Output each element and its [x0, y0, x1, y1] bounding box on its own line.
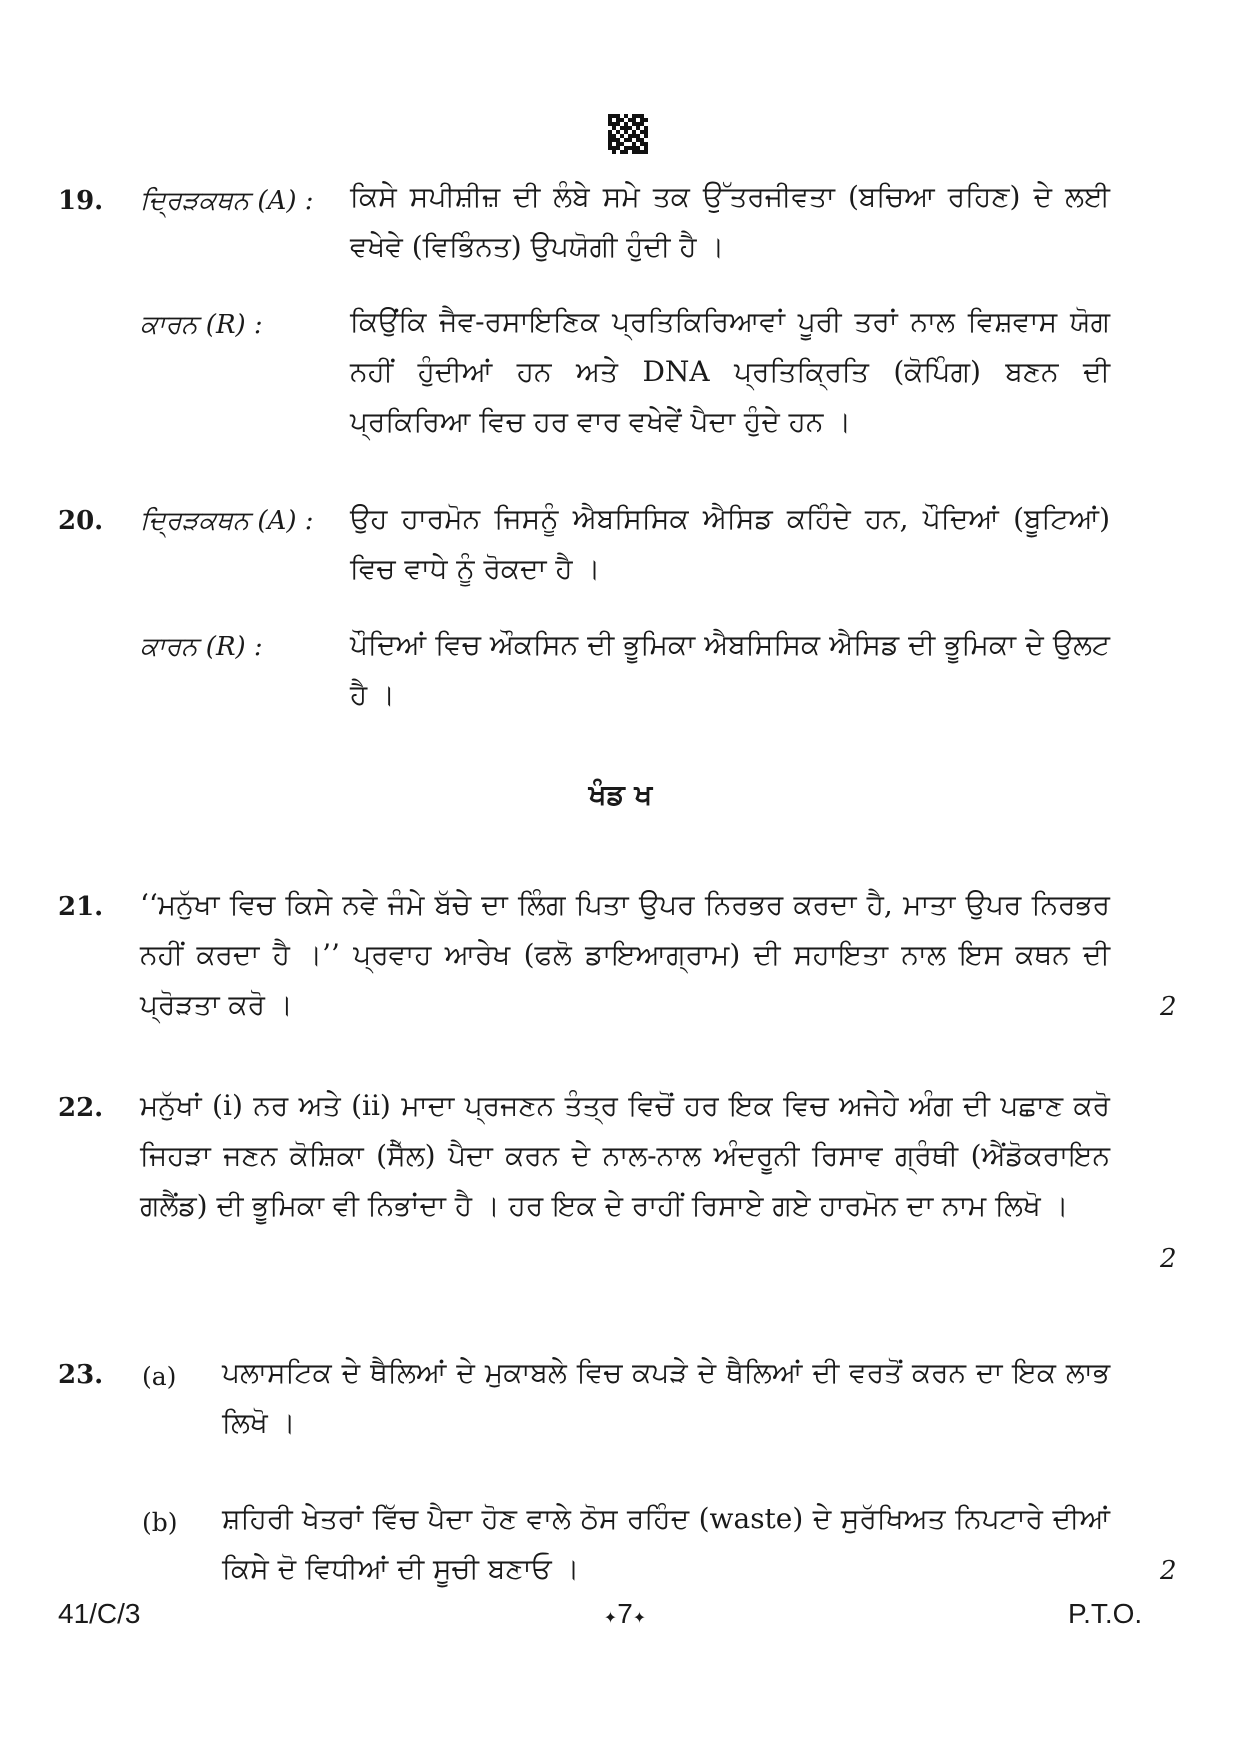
- question-number: 20.: [58, 506, 104, 536]
- assertion-text: ਕਿਸੇ ਸਪੀਸ਼ੀਜ਼ ਦੀ ਲੰਬੇ ਸਮੇ ਤਕ ਉੱਤਰਜੀਵਤਾ (ਬਚਿਆ ਰਹਿਣ) ਦੇ ਲਈ ਵਖੇਵੇ (ਵਿਭਿੰਨਤ) ਉਪਯੋਗੀ ਹੁੰਦੀ ਹੈ ।: [350, 180, 1110, 263]
- marks: 2: [1160, 1244, 1177, 1274]
- reason-text: ਪੌਦਿਆਂ ਵਿਚ ਔਕਸਿਨ ਦੀ ਭੂਮਿਕਾ ਐਬਸਿਸਿਕ ਐਸਿਡ ਦੀ ਭੂਮਿਕਾ ਦੇ ਉਲਟ ਹੈ ।: [350, 628, 1110, 711]
- question-number: 19.: [58, 186, 104, 216]
- question-number: 23.: [58, 1360, 104, 1390]
- question-number: 21.: [58, 892, 104, 922]
- reason-text: ਕਿਉਂਕਿ ਜੈਵ-ਰਸਾਇਣਿਕ ਪ੍ਰਤਿਕਿਰਿਆਵਾਂ ਪੂਰੀ ਤਰਾਂ ਨਾਲ ਵਿਸ਼ਵਾਸ ਯੋਗ ਨਹੀਂ ਹੁੰਦੀਆਂ ਹਨ ਅਤੇ DNA ਪ੍ਰਤਿਕ੍ਰਿਤਿ (ਕੋਪਿੰਗ) ਬਣਨ ਦੀ ਪ੍ਰਕਿਰਿਆ ਵਿਚ ਹਰ ਵਾਰ ਵਖੇਵੇਂ ਪੈਦਾ ਹੁੰਦੇ ਹਨ ।: [350, 305, 1110, 438]
- page-number: [580, 1598, 670, 1630]
- assertion-label: ਦ੍ਰਿੜਕਥਨ (A) :: [140, 186, 314, 216]
- ornament-right-icon: ✦: [632, 1610, 647, 1627]
- part-text: ਸ਼ਹਿਰੀ ਖੇਤਰਾਂ ਵਿੱਚ ਪੈਦਾ ਹੋਣ ਵਾਲੇ ਠੋਸ ਰਹਿੰਦ (waste) ਦੇ ਸੁਰੱਖਿਅਤ ਨਿਪਟਾਰੇ ਦੀਆਂ ਕਿਸੇ ਦੋ ਵਿਧੀਆਂ ਦੀ ਸੂਚੀ ਬਣਾਓ ।: [222, 1502, 1110, 1585]
- qr-code-icon: [608, 114, 648, 154]
- question-text: ਮਨੁੱਖਾਂ (i) ਨਰ ਅਤੇ (ii) ਮਾਦਾ ਪ੍ਰਜਣਨ ਤੰਤ੍ਰ ਵਿਚੋਂ ਹਰ ਇਕ ਵਿਚ ਅਜੇਹੇ ਅੰਗ ਦੀ ਪਛਾਣ ਕਰੋ ਜਿਹੜਾ ਜਣਨ ਕੋਸ਼ਿਕਾ (ਸੈੱਲ) ਪੈਦਾ ਕਰਨ ਦੇ ਨਾਲ-ਨਾਲ ਅੰਦਰੂਨੀ ਰਿਸਾਵ ਗ੍ਰੰਥੀ (ਐਂਡੋਕਰਾਇਨ ਗਲੈਂਡ) ਦੀ ਭੂਮਿਕਾ ਵੀ ਨਿਭਾਂਦਾ ਹੈ । ਹਰ ਇਕ ਦੇ ਰਾਹੀਂ ਰਿਸਾਏ ਗਏ ਹਾਰਮੋਨ ਦਾ ਨਾਮ ਲਿਖੋ ।: [140, 1089, 1110, 1222]
- part-text: ਪਲਾਸਟਿਕ ਦੇ ਥੈਲਿਆਂ ਦੇ ਮੁਕਾਬਲੇ ਵਿਚ ਕਪੜੇ ਦੇ ਥੈਲਿਆਂ ਦੀ ਵਰਤੋਂ ਕਰਨ ਦਾ ਇਕ ਲਾਭ ਲਿਖੋ ।: [222, 1356, 1110, 1439]
- page-number-value: 7: [617, 1598, 633, 1629]
- part-label: (a): [142, 1362, 177, 1391]
- part-label: (b): [142, 1508, 178, 1537]
- assertion-label: ਦ੍ਰਿੜਕਥਨ (A) :: [140, 506, 314, 536]
- reason-label: ਕਾਰਨ (R) :: [140, 310, 263, 340]
- marks: 2: [1160, 992, 1177, 1022]
- marks: 2: [1160, 1556, 1177, 1586]
- question-text: ‘‘ਮਨੁੱਖਾ ਵਿਚ ਕਿਸੇ ਨਵੇ ਜੰਮੇ ਬੱਚੇ ਦਾ ਲਿੰਗ ਪਿਤਾ ਉਪਰ ਨਿਰਭਰ ਕਰਦਾ ਹੈ, ਮਾਤਾ ਉਪਰ ਨਿਰਭਰ ਨਹੀਂ ਕਰਦਾ ਹੈ ।’’ ਪ੍ਰਵਾਹ ਆਰੇਖ (ਫਲੋ ਡਾਇਆਗ੍ਰਾਮ) ਦੀ ਸਹਾਇਤਾ ਨਾਲ ਇਸ ਕਥਨ ਦੀ ਪ੍ਰੋੜਤਾ ਕਰੋ ।: [140, 888, 1110, 1021]
- reason-label: ਕਾਰਨ (R) :: [140, 632, 263, 662]
- assertion-text: ਉਹ ਹਾਰਮੋਨ ਜਿਸਨੂੰ ਐਬਸਿਸਿਕ ਐਸਿਡ ਕਹਿੰਦੇ ਹਨ, ਪੌਦਿਆਂ (ਬੂਟਿਆਂ) ਵਿਚ ਵਾਧੇ ਨੂੰ ਰੋਕਦਾ ਹੈ ।: [350, 502, 1110, 585]
- ornament-left-icon: ✦: [603, 1610, 618, 1627]
- pto-label: P.T.O.: [1068, 1598, 1143, 1629]
- paper-code: 41/C/3: [58, 1598, 141, 1629]
- question-number: 22.: [58, 1093, 104, 1123]
- section-title: ਖੰਡ ਖ: [588, 778, 653, 811]
